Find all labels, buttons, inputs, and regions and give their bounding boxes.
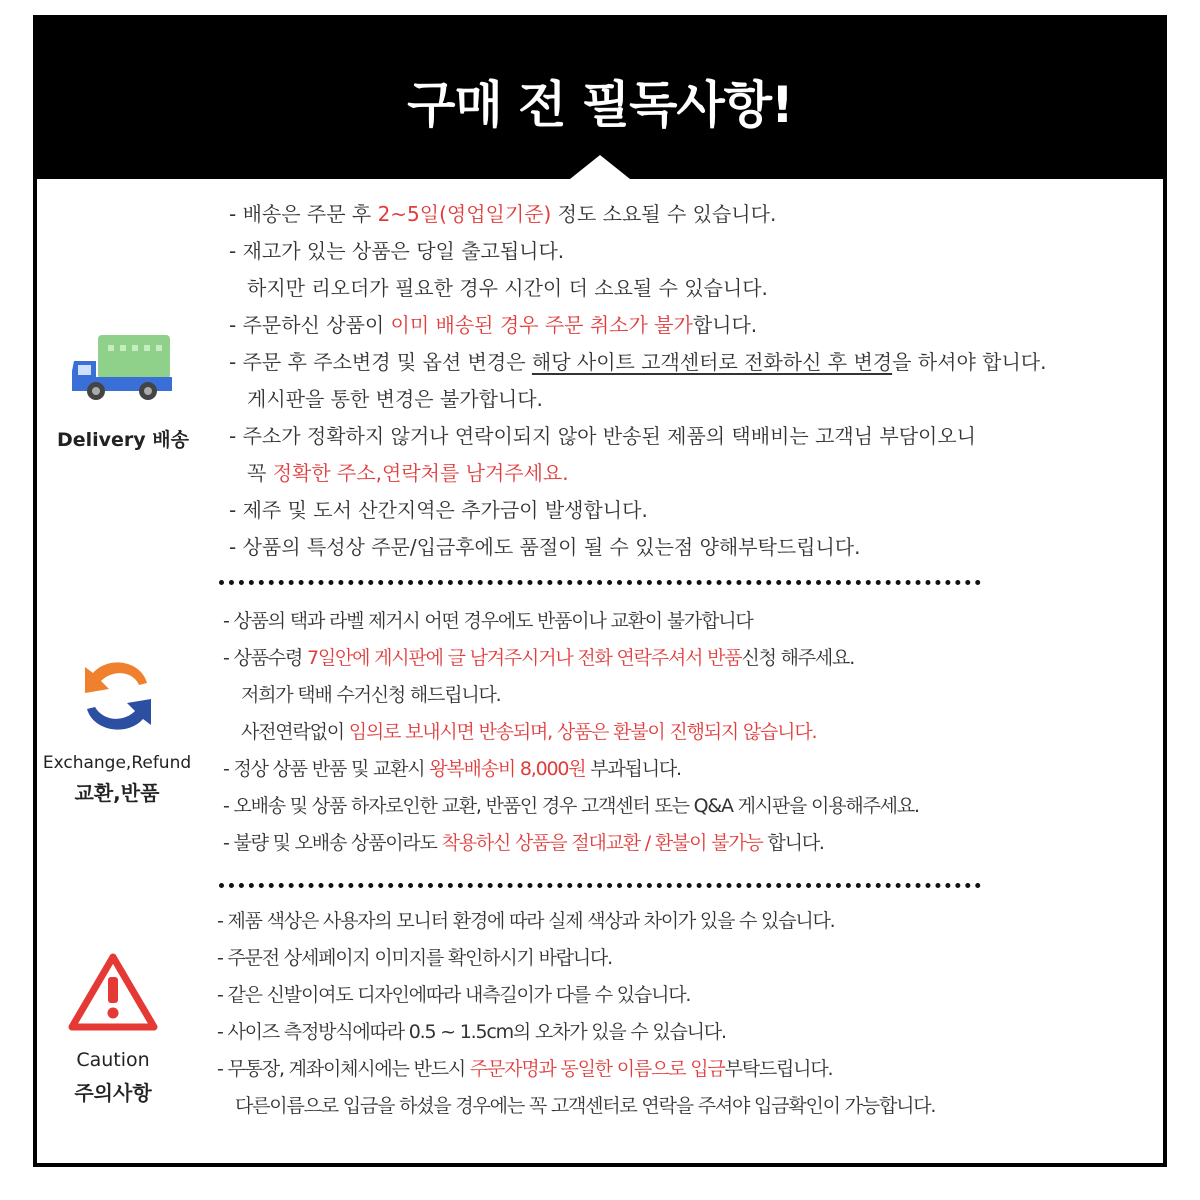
list-item: - 주문 후 주소변경 및 옵션 변경은 해당 사이트 고객센터로 전화하신 후 변경을 하셔야 합니다. [229,350,1047,374]
delivery-section-label [51,333,195,452]
list-item: 저희가 택배 수거신청 해드립니다. [241,684,501,706]
header-notch [570,155,630,179]
delivery-truck-icon [68,333,178,403]
list-item: - 재고가 있는 상품은 당일 출고됩니다. [229,239,565,263]
list-item: - 배송은 주문 후 2~5일(영업일기준) 정도 소요될 수 있습니다. [229,202,777,226]
list-item: - 사이즈 측정방식에따라 0.5 ~ 1.5cm의 오차가 있을 수 있습니다. [217,1021,726,1043]
list-item: - 무통장, 계좌이체시에는 반드시 주문자명과 동일한 이름으로 입금부탁드립니다. [217,1058,833,1080]
caution-notes [217,903,935,1125]
caution-label-ko: 주의사항 [74,1081,152,1105]
section-divider [219,883,981,888]
section-divider [219,580,981,585]
list-item: - 같은 신발이여도 디자인에따라 내측길이가 다를 수 있습니다. [217,984,691,1006]
list-item: - 정상 상품 반품 및 교환시 왕복배송비 8,000원 부과됩니다. [223,758,681,780]
notice-frame [33,15,1167,1167]
delivery-notes [229,196,1046,566]
list-item: 다른이름으로 입금을 하셨을 경우에는 꼭 고객센터로 연락을 주셔야 입금확인이 가능합니다. [235,1095,936,1117]
list-item: - 제품 색상은 사용자의 모니터 환경에 따라 실제 색상과 차이가 있을 수 있습니다. [217,910,835,932]
list-item: - 불량 및 오배송 상품이라도 착용하신 상품을 절대교환 / 환불이 불가능 합니다. [223,832,824,854]
list-item: 꼭 정확한 주소,연락처를 남겨주세요. [247,461,569,485]
list-item: - 주문하신 상품이 이미 배송된 경우 주문 취소가 불가합니다. [229,313,758,337]
delivery-label: Delivery 배송 [56,429,190,451]
page-title: 구매 전 필독사항! [407,76,793,134]
list-item: - 상품수령 7일안에 게시판에 글 남겨주시거나 전화 연락주셔서 반품신청 해주세요. [223,647,855,669]
list-item: 하지만 리오더가 필요한 경우 시간이 더 소요될 수 있습니다. [247,276,768,300]
exchange-section-label [37,653,197,806]
list-item: - 오배송 및 상품 하자로인한 교환, 반품인 경우 고객센터 또는 Q&A 게시판을 이용해주세요. [223,795,919,817]
exchange-notes [223,603,919,862]
list-item: - 주문전 상세페이지 이미지를 확인하시기 바랍니다. [217,947,612,969]
list-item: - 제주 및 도서 산간지역은 추가금이 발생합니다. [229,498,648,522]
exchange-label-en: Exchange,Refund [42,753,192,773]
list-item: 사전연락없이 임의로 보내시면 반송되며, 상품은 환불이 진행되지 않습니다. [241,721,817,743]
list-item: - 상품의 택과 라벨 제거시 어떤 경우에도 반품이나 교환이 불가합니다 [223,610,753,632]
list-item: 게시판을 통한 변경은 불가합니다. [247,387,543,411]
exchange-label-ko: 교환,반품 [74,781,160,805]
warning-icon [68,953,158,1031]
list-item: - 상품의 특성상 주문/입금후에도 품절이 될 수 있는점 양해부탁드립니다. [229,535,861,559]
caution-label-en: Caution [76,1049,150,1071]
exchange-arrows-icon [77,653,157,739]
caution-section-label [37,953,189,1106]
list-item: - 주소가 정확하지 않거나 연락이되지 않아 반송된 제품의 택배비는 고객님 부담이오니 [229,424,976,448]
